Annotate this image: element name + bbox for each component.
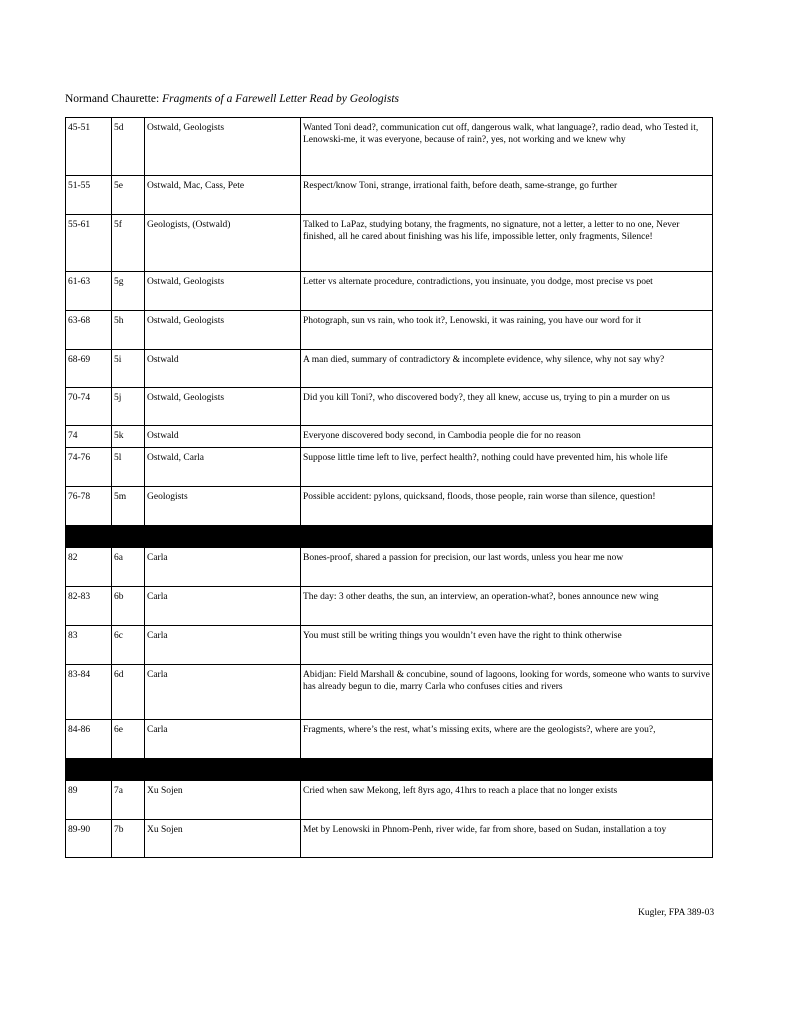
summary-cell: Met by Lenowski in Phnom-Penh, river wide, far from shore, based on Sudan, installation a toy [303, 825, 667, 835]
characters-cell: Xu Sojen [145, 781, 301, 819]
characters-cell: Carla [145, 548, 301, 586]
summary-cell: Suppose little time left to live, perfect health?, nothing could have prevented him, his whole life [303, 453, 668, 463]
scene-cell: 5h [112, 311, 145, 349]
characters-cell: Ostwald, Geologists [145, 272, 301, 310]
scene-cell: 6a [112, 548, 145, 586]
summary-cell: Talked to LaPaz, studying botany, the fragments, no signature, not a letter, a letter to no one, Never finished, all he cared about finishing was his life, impossible letter, only fragments, Silence! [303, 220, 680, 242]
characters-cell: Ostwald, Geologists [145, 388, 301, 425]
section-separator [66, 526, 712, 548]
pages-cell: 89 [66, 781, 112, 819]
summary-cell: You must still be writing things you wouldn’t even have the right to think otherwise [303, 631, 622, 641]
pages-cell: 76-78 [66, 487, 112, 525]
summary-cell: Respect/know Toni, strange, irrational faith, before death, same-strange, go further [303, 181, 618, 191]
characters-cell: Ostwald, Mac, Cass, Pete [145, 176, 301, 214]
pages-cell: 83-84 [66, 665, 112, 719]
pages-cell: 68-69 [66, 350, 112, 387]
characters-cell: Ostwald [145, 350, 301, 387]
scene-cell: 5m [112, 487, 145, 525]
scene-cell: 7b [112, 820, 145, 858]
table-row [66, 548, 712, 587]
characters-cell: Geologists [145, 487, 301, 525]
characters-cell: Carla [145, 587, 301, 625]
table-row [66, 215, 712, 272]
table-row [66, 272, 712, 311]
table-row [66, 350, 712, 388]
summary-cell: A man died, summary of contradictory & incomplete evidence, why silence, why not say why? [303, 355, 665, 365]
scene-cell: 5f [112, 215, 145, 271]
play-title: Fragments of a Farewell Letter Read by Geologists [162, 93, 399, 105]
pages-cell: 84-86 [66, 720, 112, 758]
scene-cell: 5l [112, 448, 145, 486]
table-row [66, 487, 712, 526]
author-name: Normand Chaurette: [65, 93, 160, 105]
characters-cell: Ostwald [145, 426, 301, 447]
table-row [66, 820, 712, 858]
table-row [66, 426, 712, 448]
page-header [65, 93, 399, 105]
scene-table [65, 117, 713, 858]
pages-cell: 61-63 [66, 272, 112, 310]
scene-cell: 5k [112, 426, 145, 447]
scene-cell: 6e [112, 720, 145, 758]
scene-cell: 6b [112, 587, 145, 625]
characters-cell: Ostwald, Geologists [145, 118, 301, 175]
table-row [66, 448, 712, 487]
characters-cell: Ostwald, Geologists [145, 311, 301, 349]
table-row [66, 118, 712, 176]
summary-cell: Did you kill Toni?, who discovered body?, they all knew, accuse us, trying to pin a murder on us [303, 393, 670, 403]
scene-cell: 5g [112, 272, 145, 310]
characters-cell: Carla [145, 626, 301, 664]
pages-cell: 45-51 [66, 118, 112, 175]
summary-cell: Abidjan: Field Marshall & concubine, sound of lagoons, looking for words, someone who wants to survive has already begun to die, marry Carla who confuses cities and rivers [303, 670, 710, 692]
summary-cell: Wanted Toni dead?, communication cut off, dangerous walk, what language?, radio dead, who Tested it, Lenowski-me, it was everyone, because of rain?, yes, not working and we knew why [303, 123, 699, 145]
summary-cell: Possible accident: pylons, quicksand, floods, those people, rain worse than silence, question! [303, 492, 656, 502]
table-row [66, 781, 712, 820]
table-row [66, 587, 712, 626]
citation: Kugler, FPA 389-03 [638, 908, 715, 918]
summary-cell: Everyone discovered body second, in Cambodia people die for no reason [303, 431, 581, 441]
characters-cell: Carla [145, 665, 301, 719]
characters-cell: Ostwald, Carla [145, 448, 301, 486]
table-row [66, 388, 712, 426]
table-row [66, 720, 712, 759]
pages-cell: 82 [66, 548, 112, 586]
scene-cell: 6d [112, 665, 145, 719]
summary-cell: Fragments, where’s the rest, what’s missing exits, where are the geologists?, where are you?, [303, 725, 656, 735]
pages-cell: 83 [66, 626, 112, 664]
pages-cell: 70-74 [66, 388, 112, 425]
pages-cell: 55-61 [66, 215, 112, 271]
pages-cell: 51-55 [66, 176, 112, 214]
scene-cell: 5j [112, 388, 145, 425]
pages-cell: 74 [66, 426, 112, 447]
characters-cell: Carla [145, 720, 301, 758]
characters-cell: Xu Sojen [145, 820, 301, 858]
scene-cell: 6c [112, 626, 145, 664]
summary-cell: Photograph, sun vs rain, who took it?, Lenowski, it was raining, you have our word for it [303, 316, 641, 326]
pages-cell: 89-90 [66, 820, 112, 858]
pages-cell: 74-76 [66, 448, 112, 486]
scene-cell: 5i [112, 350, 145, 387]
summary-cell: The day: 3 other deaths, the sun, an interview, an operation-what?, bones announce new wing [303, 592, 659, 602]
table-row [66, 626, 712, 665]
pages-cell: 63-68 [66, 311, 112, 349]
summary-cell: Cried when saw Mekong, left 8yrs ago, 41hrs to reach a place that no longer exists [303, 786, 618, 796]
table-row [66, 176, 712, 215]
scene-cell: 7a [112, 781, 145, 819]
characters-cell: Geologists, (Ostwald) [145, 215, 301, 271]
table-row [66, 311, 712, 350]
pages-cell: 82-83 [66, 587, 112, 625]
scene-cell: 5e [112, 176, 145, 214]
summary-cell: Bones-proof, shared a passion for precision, our last words, unless you hear me now [303, 553, 624, 563]
section-separator [66, 759, 712, 781]
table-row [66, 665, 712, 720]
scene-cell: 5d [112, 118, 145, 175]
summary-cell: Letter vs alternate procedure, contradictions, you insinuate, you dodge, most precise vs poet [303, 277, 653, 287]
